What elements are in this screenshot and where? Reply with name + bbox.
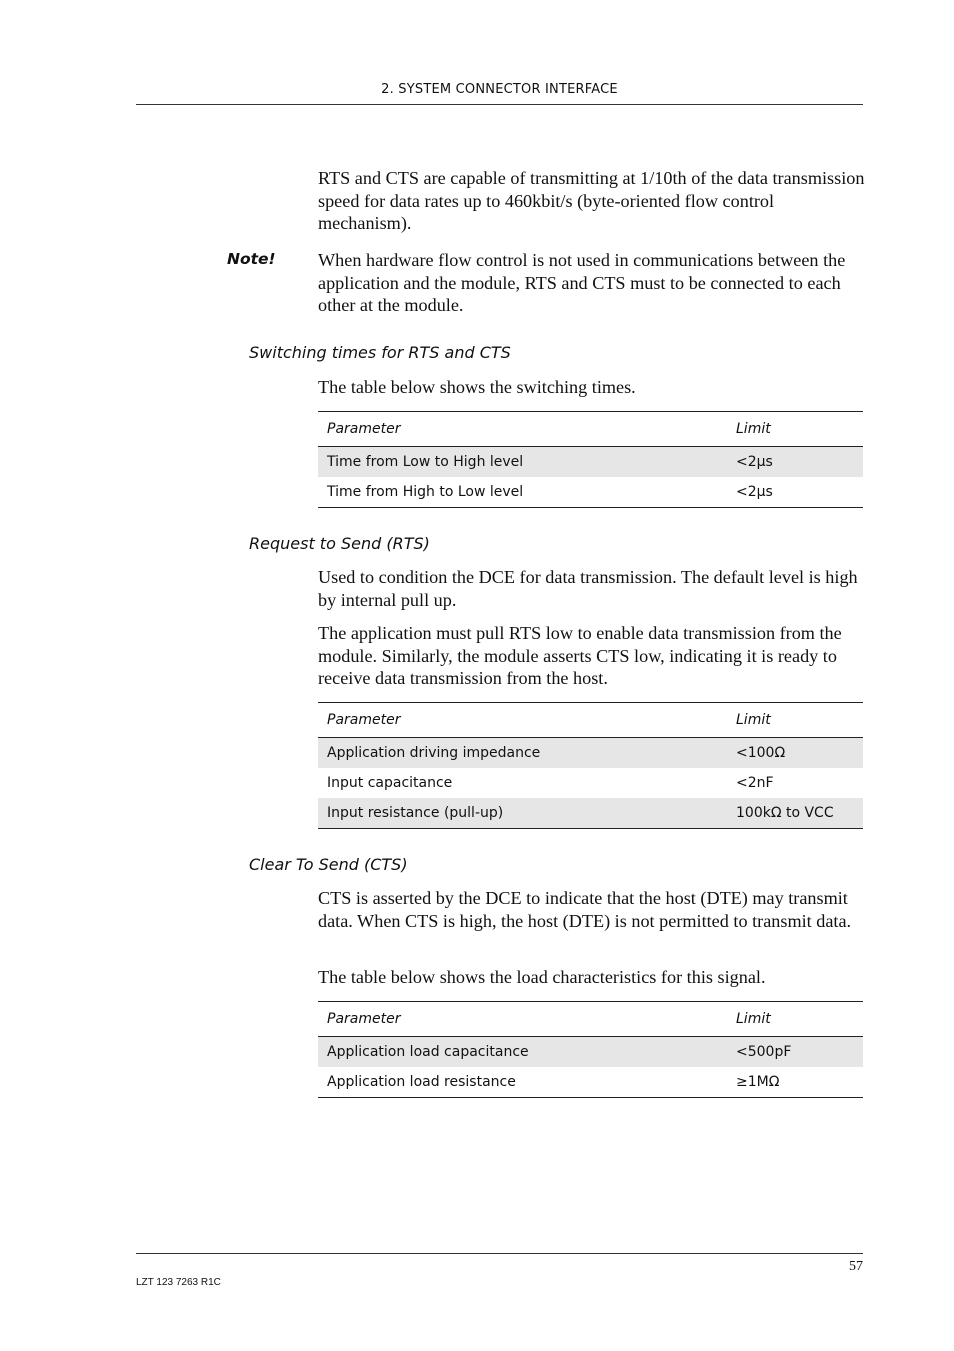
- table-cell-limit: <2µs: [727, 477, 863, 508]
- table-row: [318, 798, 863, 829]
- cts-heading: Clear To Send (CTS): [249, 855, 408, 874]
- note-text: When hardware flow control is not used in communications between the application and the module, RTS and CTS must to be connected to each other at the module.: [318, 250, 846, 315]
- rts-heading: Request to Send (RTS): [249, 534, 430, 553]
- page-number: 57: [849, 1259, 863, 1274]
- cts-table: [318, 1001, 863, 1098]
- rts-table: [318, 702, 863, 829]
- table-header-parameter: Parameter: [318, 1002, 727, 1037]
- table-cell-limit: <2nF: [736, 775, 774, 791]
- table-cell-limit: ≥1MΩ: [727, 1067, 863, 1098]
- table-cell-parameter: Time from High to Low level: [318, 477, 727, 508]
- note-label: Note!: [227, 250, 276, 268]
- table-header-limit: Limit: [727, 412, 863, 447]
- table-header-limit: Limit: [727, 1002, 863, 1037]
- document-id: LZT 123 7263 R1C: [136, 1277, 221, 1288]
- table-cell-parameter: Time from Low to High level: [318, 447, 727, 478]
- table-header-row: [318, 412, 863, 447]
- table-row: [318, 738, 863, 769]
- table-cell-parameter: Input resistance (pull-up): [318, 798, 727, 829]
- table-cell-parameter: Application load resistance: [318, 1067, 727, 1098]
- header-rule: [136, 104, 863, 105]
- table-header-row: [318, 1002, 863, 1037]
- table-row: [318, 447, 863, 478]
- table-header-parameter: Parameter: [318, 703, 727, 738]
- switching-heading: Switching times for RTS and CTS: [249, 343, 511, 362]
- table-cell-parameter: Application load capacitance: [318, 1037, 727, 1068]
- table-cell-limit: <500pF: [727, 1037, 863, 1068]
- cts-paragraph-1: CTS is asserted by the DCE to indicate that the host (DTE) may transmit data. When CTS is high, the host (DTE) is not permitted to transmit data.: [318, 888, 852, 931]
- rts-paragraph-2: The application must pull RTS low to enable data transmission from the module. Similarly, the module asserts CTS low, indicating it is ready to receive data transmission from the host.: [318, 623, 842, 688]
- table-header-limit: Limit: [727, 703, 863, 738]
- switching-paragraph: The table below shows the switching times.: [318, 377, 636, 397]
- table-cell-limit: 100kΩ to VCC: [727, 798, 863, 829]
- table-row: [318, 768, 863, 798]
- table-row: [318, 1037, 863, 1068]
- intro-paragraph: RTS and CTS are capable of transmitting at 1/10th of the data transmission speed for data rates up to 460kbit/s (byte-oriented flow control mechanism).: [318, 168, 865, 233]
- running-header: 2. SYSTEM CONNECTOR INTERFACE: [381, 82, 618, 97]
- switching-table: [318, 411, 863, 508]
- table-row: [318, 1067, 863, 1098]
- footer-rule: [136, 1253, 863, 1254]
- table-cell-limit: <100Ω: [727, 738, 863, 769]
- table-row: [318, 477, 863, 508]
- cts-paragraph-2: The table below shows the load characteristics for this signal.: [318, 967, 766, 987]
- table-cell-parameter: Input capacitance: [327, 775, 453, 791]
- rts-paragraph-1: Used to condition the DCE for data transmission. The default level is high by internal pull up.: [318, 567, 858, 610]
- table-header-parameter: Parameter: [318, 412, 727, 447]
- table-header-row: [318, 703, 863, 738]
- table-cell-limit: <2µs: [727, 447, 863, 478]
- table-cell-parameter: Application driving impedance: [318, 738, 727, 769]
